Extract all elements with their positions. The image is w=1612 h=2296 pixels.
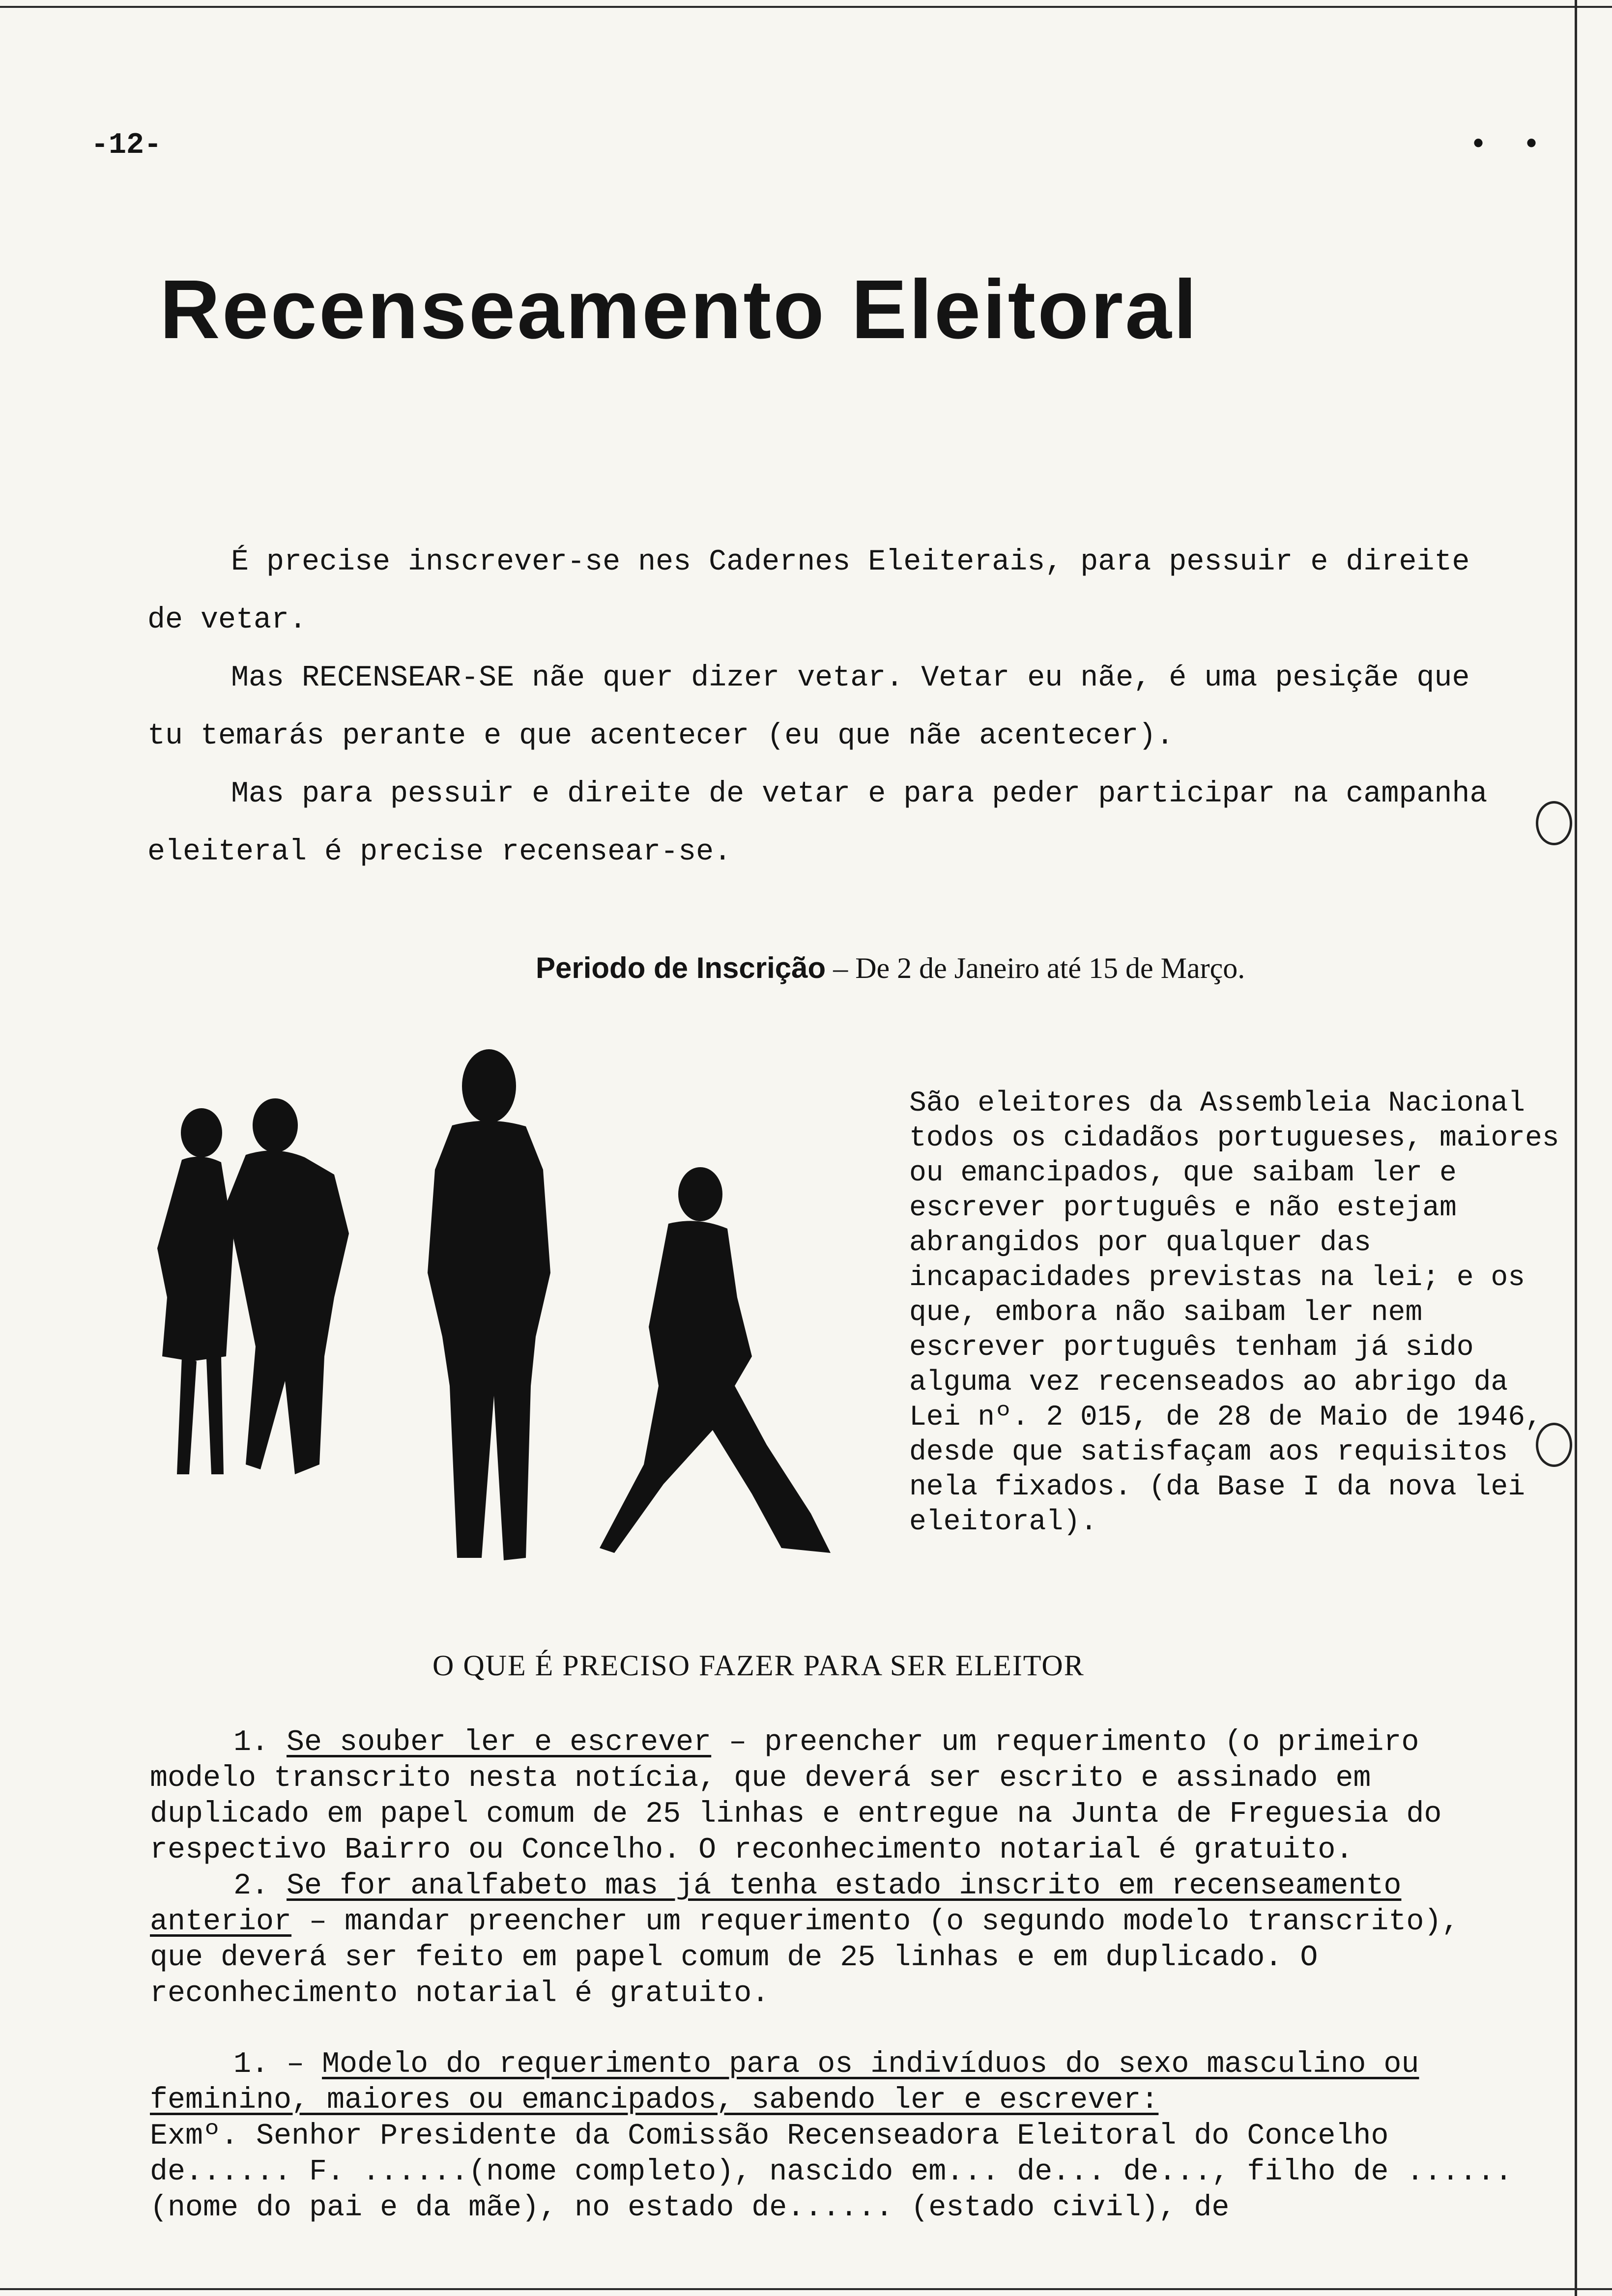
corner-marks: • • bbox=[1469, 129, 1550, 162]
top-border-line bbox=[0, 6, 1612, 8]
intro-paragraph-3: Mas para pessuir e direite de vetar e para peder participar na campanha eleiteral é precise recensear-se. bbox=[147, 777, 1488, 869]
step-1-condition: Se souber ler e escrever bbox=[287, 1726, 712, 1759]
page-title: Recenseamento Eleitoral bbox=[160, 263, 1199, 356]
registration-period bbox=[536, 951, 1245, 985]
voter-eligibility-box: São eleitores da Assembleia Nacional todos os cidadãos portugueses, maiores ou emancipados, que saibam ler e escrever português e não estejam abrangidos por qualquer das incapacidades previstas na lei; e os que, embora não saibam ler nem escrever português tenham já sido alguma vez recenseados ao abrigo da Lei nº. 2 015, de 28 de Maio de 1946, desde que satisfaçam aos requisitos nela fixados. (da Base I da nova lei eleitoral). bbox=[909, 1088, 1559, 1538]
form-model-heading: Modelo do requerimento para os indivíduos do sexo masculino ou feminino, maiores ou emancipados, sabendo ler e escrever: bbox=[150, 2048, 1419, 2117]
punch-hole-mark bbox=[1536, 1423, 1572, 1467]
punch-hole-mark bbox=[1536, 801, 1572, 845]
people-silhouettes-illustration bbox=[147, 1042, 835, 1573]
form-model-body: Exmº. Senhor Presidente da Comissão Recenseadora Eleitoral do Concelho de...... F. ......(nome completo), nascido em... de... de..., filho de ...... (nome do pai e da mãe), no estado de...... (estado civil), de bbox=[150, 2120, 1513, 2225]
step-2-number: 2. bbox=[233, 1869, 269, 1903]
form-model-heading-line bbox=[150, 2047, 1526, 2119]
section-heading: O QUE É PRECISO FAZER PARA SER ELEITOR bbox=[432, 1649, 1085, 1682]
step-1-text: – preencher um requerimento (o primeiro modelo transcrito nesta notícia, que deverá ser escrito e assinado em duplicado em papel comum de 25 linhas e entregue na Junta de Freguesia do respectivo Bairro ou Concelho. O reconhecimento notarial é gratuito. bbox=[150, 1726, 1442, 1867]
bottom-border-line bbox=[0, 2288, 1612, 2290]
registration-period-dates: – De 2 de Janeiro até 15 de Março. bbox=[826, 952, 1245, 984]
intro-paragraph-2: Mas RECENSEAR-SE nãe quer dizer vetar. Vetar eu nãe, é uma pesiçãe que tu temarás perante e que acentecer (eu que nãe acentecer). bbox=[147, 661, 1470, 753]
step-1 bbox=[150, 1725, 1526, 1868]
step-1-number: 1. bbox=[233, 1726, 269, 1759]
form-model-number: 1. – bbox=[233, 2048, 305, 2081]
intro-paragraph-1: É precise inscrever-se nes Cadernes Eleiterais, para pessuir e direite de vetar. bbox=[147, 545, 1470, 637]
step-2-condition: Se for analfabeto mas já tenha estado inscrito em recenseamento anterior bbox=[150, 1869, 1402, 1939]
step-2 bbox=[150, 1868, 1526, 2012]
registration-period-label: Periodo de Inscrição bbox=[536, 951, 826, 984]
steps-list bbox=[150, 1725, 1526, 2012]
page-number: -12- bbox=[91, 129, 162, 162]
step-2-text: – mandar preencher um requerimento (o segundo modelo transcrito), que deverá ser feito em papel comum de 25 linhas e em duplicado. O reconhecimento notarial é gratuito. bbox=[150, 1905, 1460, 2010]
intro-text bbox=[147, 533, 1514, 881]
form-model bbox=[150, 2047, 1526, 2226]
right-border-line bbox=[1575, 0, 1577, 2296]
